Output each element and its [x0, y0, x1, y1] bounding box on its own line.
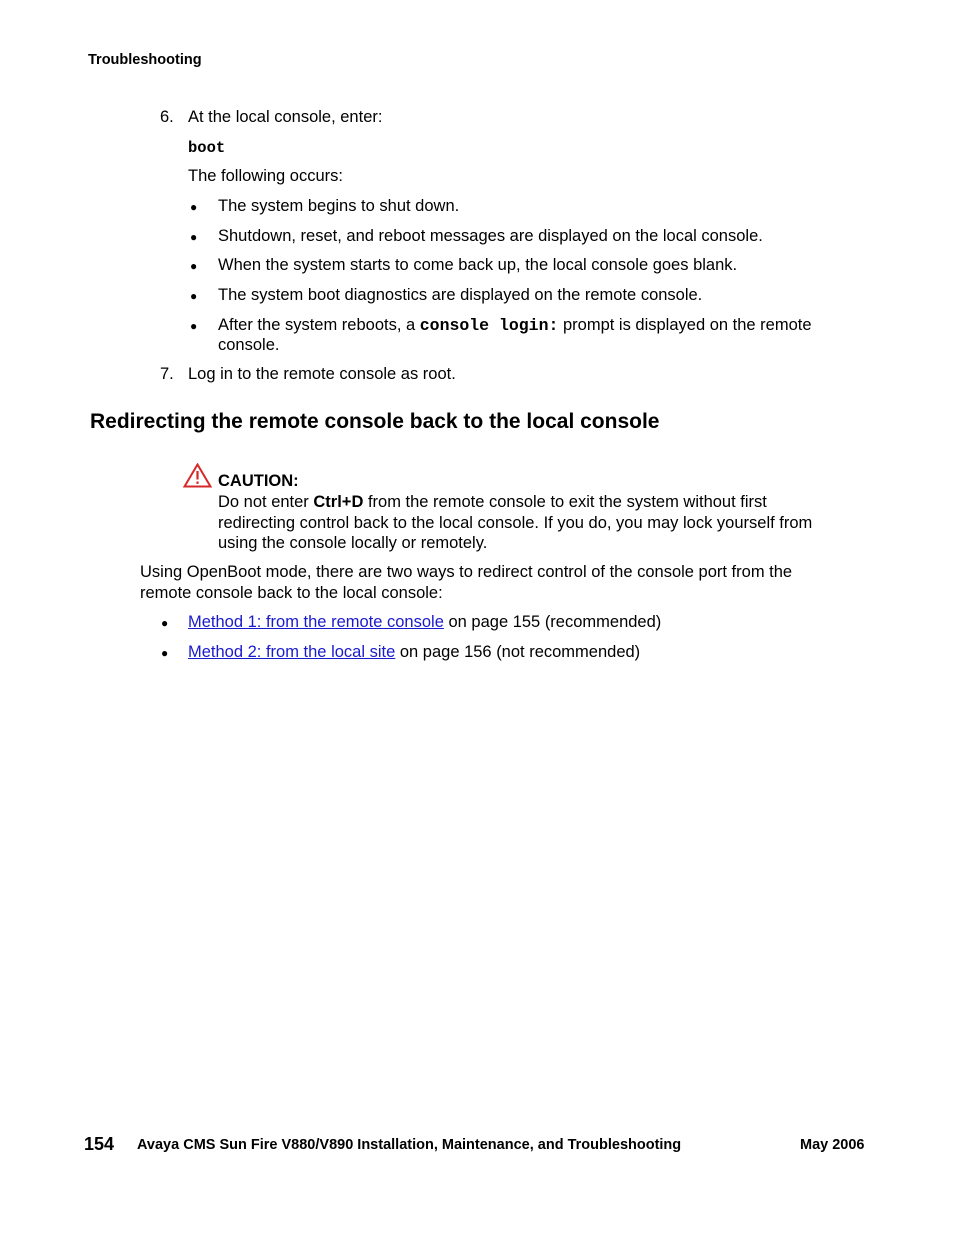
- caution-label: CAUTION:: [218, 472, 299, 490]
- bullet-icon: ●: [190, 289, 198, 303]
- caution-line-2: redirecting control back to the local console. If you do, you may lock yourself from: [218, 514, 813, 532]
- running-header: Troubleshooting: [88, 52, 202, 68]
- bullet-text-suffix: prompt is displayed on the remote: [558, 316, 812, 334]
- method-1-item: [188, 612, 661, 632]
- ctrl-d-key: Ctrl+D: [313, 493, 364, 511]
- caution-line-3: using the console locally or remotely.: [218, 534, 488, 552]
- bullet-icon: ●: [190, 259, 198, 273]
- boot-command: boot: [188, 139, 226, 157]
- intro-line-1: Using OpenBoot mode, there are two ways to redirect control of the console port from the: [140, 563, 793, 581]
- caution-line-1-prefix: Do not enter: [218, 493, 314, 511]
- bullet-text: When the system starts to come back up, the local console goes blank.: [218, 256, 738, 274]
- method-2-link[interactable]: Method 2: from the local site: [188, 643, 396, 661]
- bullet-icon: ●: [190, 200, 198, 214]
- footer-title: Avaya CMS Sun Fire V880/V890 Installation, Maintenance, and Troubleshooting: [137, 1137, 682, 1153]
- step-6-followup: The following occurs:: [188, 167, 343, 185]
- bullet-text-prefix: After the system reboots, a: [218, 316, 420, 334]
- method-1-page-ref: on page 155 (recommended): [443, 613, 662, 631]
- page-number: 154: [84, 1134, 115, 1154]
- bullet-icon: ●: [190, 319, 198, 333]
- step-7-number: 7.: [160, 365, 174, 383]
- intro-line-2: remote console back to the local console:: [140, 584, 443, 602]
- method-2-item: [188, 642, 640, 662]
- console-login-code: console login:: [419, 316, 559, 335]
- bullet-text: Shutdown, reset, and reboot messages are displayed on the local console.: [218, 227, 763, 245]
- step-6-number: 6.: [160, 108, 174, 126]
- bullet-text-line2: console.: [218, 336, 280, 354]
- caution-line-1-suffix: from the remote console to exit the system without first: [363, 493, 767, 511]
- bullet-text: The system begins to shut down.: [218, 197, 460, 215]
- footer-date: May 2006: [800, 1137, 865, 1153]
- section-heading: Redirecting the remote console back to the local console: [90, 410, 660, 433]
- step-6-text: At the local console, enter:: [188, 108, 383, 126]
- warning-triangle-icon: [183, 463, 212, 493]
- caution-line-1: [218, 492, 767, 512]
- bullet-icon: ●: [161, 616, 169, 630]
- bullet-icon: ●: [161, 646, 169, 660]
- step-7-text: Log in to the remote console as root.: [188, 365, 456, 383]
- bullet-text: The system boot diagnostics are displayed on the remote console.: [218, 286, 703, 304]
- bullet-text: [218, 315, 812, 336]
- bullet-icon: ●: [190, 230, 198, 244]
- method-1-link[interactable]: Method 1: from the remote console: [188, 613, 444, 631]
- method-2-page-ref: on page 156 (not recommended): [395, 643, 641, 661]
